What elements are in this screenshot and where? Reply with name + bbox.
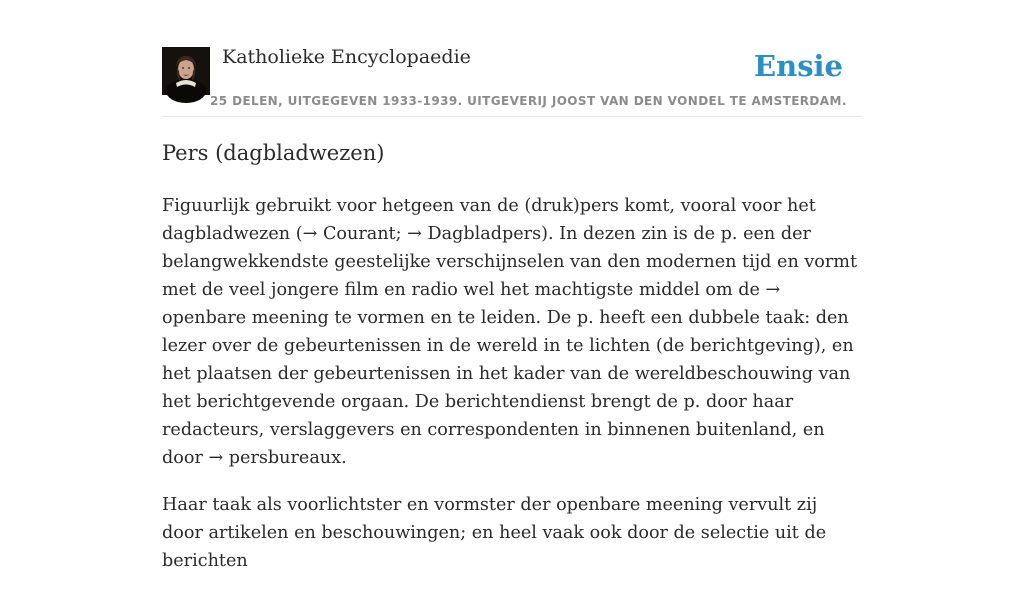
article-paragraph xyxy=(162,192,862,472)
xref-courant[interactable]: → Courant xyxy=(302,224,396,244)
paragraph-text: te vormen en te leiden. De p. heeft een dubbele taak: den lezer over de gebeurtenissen in de wereld in te lichten (de berichtgeving), en het plaatsen der gebeurtenissen in het kader van de wereldbeschouwing van het berichtgevende orgaan. De berichtendienst brengt de p. door haar redacteurs, verslaggevers en correspondenten in binnenen buitenland, en door xyxy=(162,308,854,468)
xref-dagbladpers[interactable]: → Dagbladpers xyxy=(407,224,542,244)
article-body xyxy=(162,192,862,594)
article-title: Pers (dagbladwezen) xyxy=(162,141,385,165)
article-paragraph: Haar taak als voorlichtster en vormster der openbare meening vervult zij door artikelen en beschouwingen; en heel vaak ook door de selectie uit de berichten xyxy=(162,495,827,571)
source-header xyxy=(162,0,862,117)
source-subtitle: 25 DELEN, UITGEGEVEN 1933-1939. UITGEVERIJ JOOST VAN DEN VONDEL TE AMSTERDAM. xyxy=(210,94,847,108)
xref-persbureaux[interactable]: → persbureaux xyxy=(208,448,342,468)
xref-openbare-meening[interactable]: → openbare meening xyxy=(162,280,781,328)
paragraph-text: . xyxy=(341,448,347,468)
ensie-logo[interactable]: Ensie xyxy=(754,49,843,83)
paragraph-text: ). In dezen zin is de p. een der belangwekkendste geestelijke verschijnselen van den modernen tijd en vormt met de veel jongere film en radio wel het machtigste middel om de xyxy=(162,224,858,300)
paragraph-text: Figuurlijk gebruikt voor hetgeen van de (druk)pers komt, vooral voor het dagbladwezen ( xyxy=(162,196,816,244)
page xyxy=(162,0,862,571)
portrait-icon xyxy=(162,47,210,95)
source-avatar[interactable] xyxy=(162,47,210,95)
source-title[interactable]: Katholieke Encyclopaedie xyxy=(222,46,471,68)
paragraph-text: ; xyxy=(395,224,408,244)
